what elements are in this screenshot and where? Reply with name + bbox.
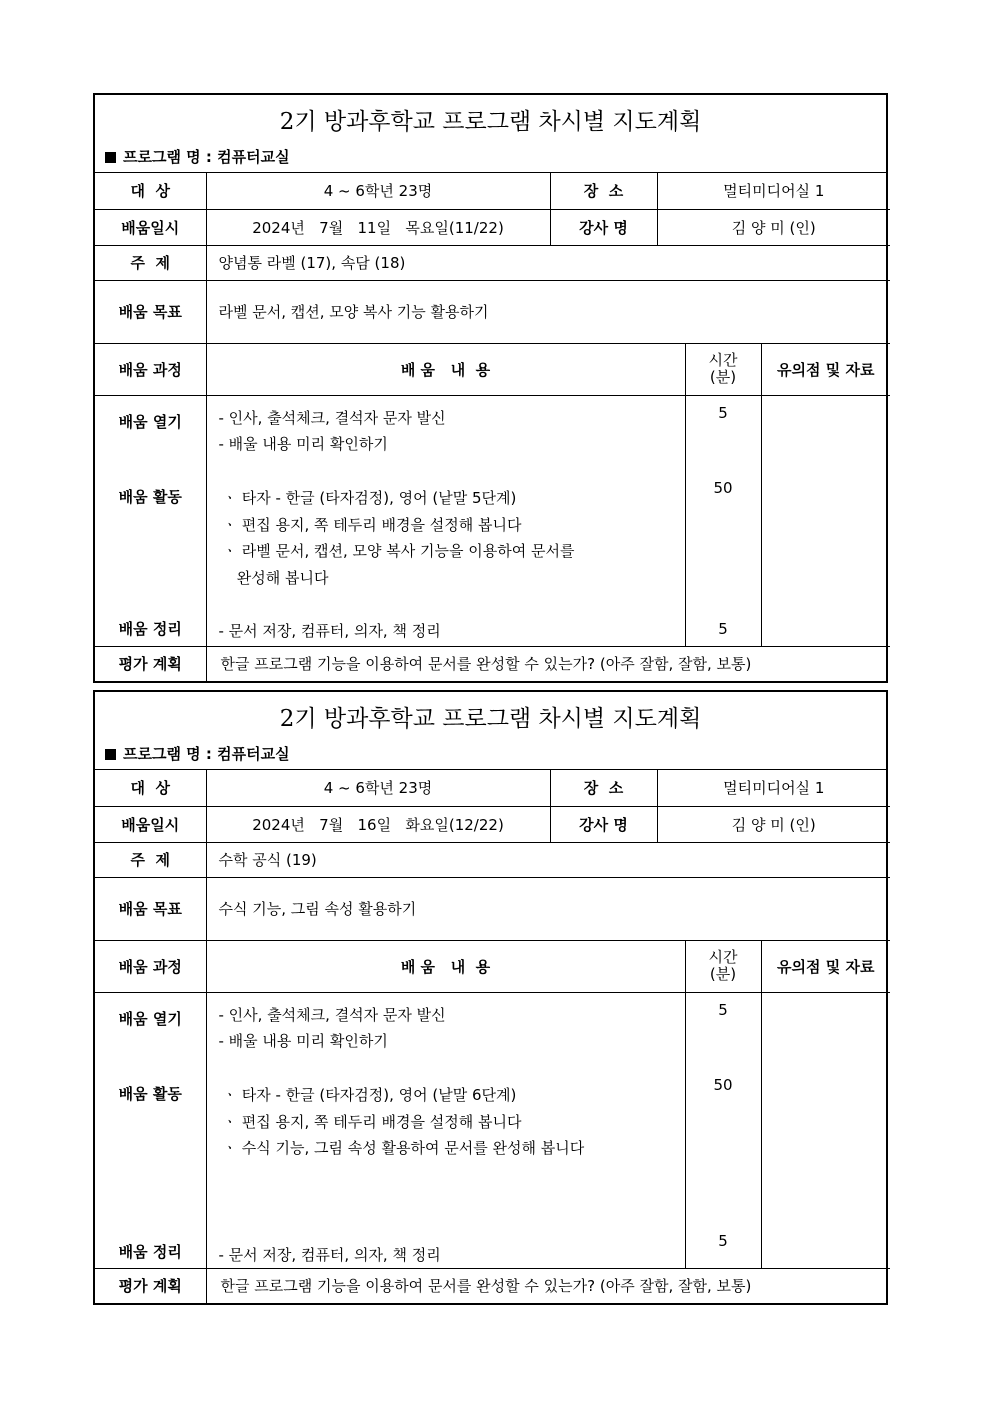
place-value: 멀티미디어실 1: [657, 173, 890, 209]
activity-line: 완성해 봅니다: [222, 568, 329, 587]
place-label: 장 소: [550, 770, 657, 806]
time-header-line: 시간: [708, 351, 738, 369]
teacher-label: 강사 명: [550, 209, 657, 245]
eval-value: 한글 프로그램 기능을 이용하여 문서를 완성할 수 있는가? (아주 잘함, 잘함, 보통): [206, 646, 890, 681]
topic-label: 주 제: [95, 245, 206, 280]
time-open: 5: [718, 1000, 728, 1019]
time-column: [685, 395, 761, 646]
open-line: - 배울 내용 미리 확인하기: [218, 434, 388, 453]
open-line: - 배울 내용 미리 확인하기: [218, 1031, 388, 1050]
topic-value: 수학 공식 (19): [206, 842, 890, 877]
time-activity: 50: [713, 1075, 733, 1094]
stage-open: 배움 열기: [118, 1009, 182, 1028]
process-header: 배움 과정: [95, 343, 206, 395]
close-line: - 문서 저장, 컴퓨터, 의자, 책 정리: [218, 621, 441, 640]
target-value: 4 ~ 6학년 23명: [206, 173, 550, 209]
date-label: 배움일시: [95, 209, 206, 245]
plan-table: [95, 770, 890, 1303]
plan-table: [95, 173, 890, 681]
date-value: 2024년 7월 16일 화요일(12/22): [206, 806, 550, 842]
activity-line: ㆍ 편집 용지, 쪽 테두리 배경을 설정해 봅니다: [222, 515, 522, 534]
activity-line: ㆍ 편집 용지, 쪽 테두리 배경을 설정해 봅니다: [222, 1112, 522, 1131]
eval-label: 평가 계획: [95, 1268, 206, 1303]
time-header-unit: (분): [709, 965, 737, 983]
place-label: 장 소: [550, 173, 657, 209]
stage-close: 배움 정리: [118, 619, 182, 638]
goal-label: 배움 목표: [95, 280, 206, 343]
eval-label: 평가 계획: [95, 646, 206, 681]
plan-title: 2기 방과후학교 프로그램 차시별 지도계획: [279, 109, 702, 135]
eval-value: 한글 프로그램 기능을 이용하여 문서를 완성할 수 있는가? (아주 잘함, 잘함, 보통): [206, 1268, 890, 1303]
notes-header: 유의점 및 자료: [761, 343, 890, 395]
time-column: [685, 992, 761, 1268]
time-header-line: 시간: [708, 948, 738, 966]
open-line: - 인사, 출석체크, 결석자 문자 발신: [218, 1005, 446, 1024]
date-label: 배움일시: [95, 806, 206, 842]
process-stages: [95, 992, 206, 1268]
process-stages: [95, 395, 206, 646]
lesson-content: [206, 992, 685, 1268]
process-header: 배움 과정: [95, 940, 206, 992]
topic-label: 주 제: [95, 842, 206, 877]
content-header: 배 움 내 용: [206, 940, 685, 992]
program-name: 프로그램 명 : 컴퓨터교실: [105, 146, 290, 167]
teacher-label: 강사 명: [550, 806, 657, 842]
time-activity: 50: [713, 478, 733, 497]
lesson-plan-2: [93, 690, 888, 1305]
activity-line: ㆍ 타자 - 한글 (타자검정), 영어 (낱말 6단계): [222, 1085, 517, 1104]
goal-label: 배움 목표: [95, 877, 206, 940]
stage-close: 배움 정리: [118, 1242, 182, 1261]
notes-cell: [761, 395, 890, 646]
lesson-content: [206, 395, 685, 646]
content-header: 배 움 내 용: [206, 343, 685, 395]
activity-line: ㆍ 수식 기능, 그림 속성 활용하여 문서를 완성해 봅니다: [222, 1138, 585, 1157]
teacher-value: 김 양 미 (인): [657, 806, 890, 842]
stage-activity: 배움 활동: [118, 1084, 182, 1103]
time-header-unit: (분): [709, 368, 737, 386]
target-label: 대 상: [95, 770, 206, 806]
target-label: 대 상: [95, 173, 206, 209]
topic-value: 양념통 라벨 (17), 속담 (18): [206, 245, 890, 280]
time-close: 5: [718, 619, 728, 638]
notes-cell: [761, 992, 890, 1268]
goal-value: 수식 기능, 그림 속성 활용하기: [206, 877, 890, 940]
time-header: [685, 343, 761, 395]
open-line: - 인사, 출석체크, 결석자 문자 발신: [218, 408, 446, 427]
time-close: 5: [718, 1231, 728, 1250]
close-line: - 문서 저장, 컴퓨터, 의자, 책 정리: [218, 1245, 441, 1264]
plan-header: [95, 692, 886, 770]
stage-open: 배움 열기: [118, 412, 182, 431]
activity-line: ㆍ 라벨 문서, 캡션, 모양 복사 기능을 이용하여 문서를: [222, 541, 575, 560]
lesson-plan-1: [93, 93, 888, 683]
square-bullet-icon: [105, 152, 116, 163]
place-value: 멀티미디어실 1: [657, 770, 890, 806]
activity-line: ㆍ 타자 - 한글 (타자검정), 영어 (낱말 5단계): [222, 488, 517, 507]
notes-header: 유의점 및 자료: [761, 940, 890, 992]
stage-activity: 배움 활동: [118, 487, 182, 506]
date-value: 2024년 7월 11일 목요일(11/22): [206, 209, 550, 245]
time-header: [685, 940, 761, 992]
square-bullet-icon: [105, 749, 116, 760]
goal-value: 라벨 문서, 캡션, 모양 복사 기능 활용하기: [206, 280, 890, 343]
plan-header: [95, 95, 886, 173]
teacher-value: 김 양 미 (인): [657, 209, 890, 245]
program-name: 프로그램 명 : 컴퓨터교실: [105, 743, 290, 764]
target-value: 4 ~ 6학년 23명: [206, 770, 550, 806]
plan-title: 2기 방과후학교 프로그램 차시별 지도계획: [279, 706, 702, 732]
time-open: 5: [718, 403, 728, 422]
